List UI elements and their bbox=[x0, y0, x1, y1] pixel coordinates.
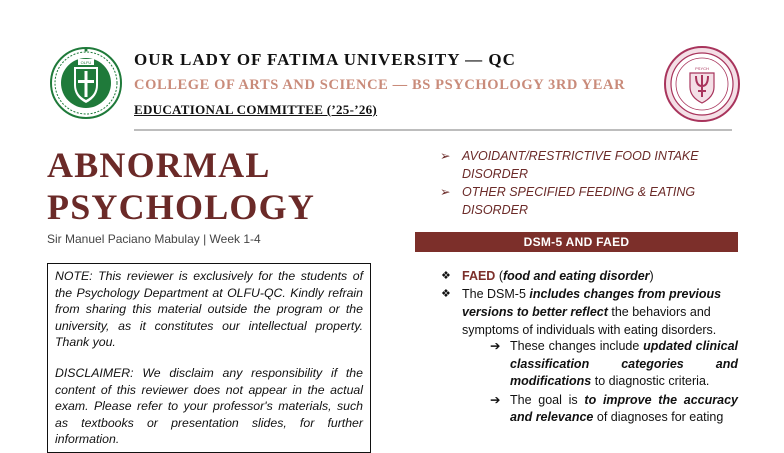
emphasis-text: includes changes from previous versions to better reflect bbox=[462, 287, 722, 319]
emphasis-text: to improve the accuracy and relevance bbox=[510, 392, 738, 425]
diamond-bullet-icon: ❖ bbox=[441, 270, 451, 282]
list-item bbox=[441, 285, 739, 339]
term-faed: FAED bbox=[462, 269, 496, 283]
list-item bbox=[440, 148, 740, 183]
committee-name: EDUCATIONAL COMMITTEE (’25-’26) bbox=[134, 102, 378, 117]
disclaimer-paragraph: DISCLAIMER: We disclaim any responsibility if the content of this reviewer does not appear in the actual exam. Please refer to your professor's materials, such as textbooks or presentation slides, for further information. bbox=[55, 365, 363, 447]
diamond-bullet-icon: ❖ bbox=[441, 288, 451, 300]
paren-close: ) bbox=[649, 269, 654, 283]
svg-text:PSYCH: PSYCH bbox=[695, 66, 709, 71]
list-item-text: AVOIDANT/RESTRICTIVE FOOD INTAKE DISORDER bbox=[462, 149, 699, 181]
disorder-list bbox=[440, 148, 740, 220]
list-item-text: OTHER SPECIFIED FEEDING & EATING DISORDER bbox=[462, 185, 696, 217]
bullet-list bbox=[441, 267, 739, 339]
text-run: to diagnostic criteria. bbox=[591, 374, 710, 389]
arrowhead-bullet-icon: ➢ bbox=[440, 149, 451, 163]
text-run: of diagnoses for eating bbox=[593, 410, 724, 425]
title-line-1: ABNORMAL bbox=[47, 145, 271, 185]
right-arrow-icon: ➔ bbox=[490, 339, 501, 353]
title-line-2: PSYCHOLOGY bbox=[47, 187, 316, 227]
right-arrow-icon: ➔ bbox=[490, 392, 501, 407]
emphasis-text: updated clinical classification categories and modifications bbox=[510, 339, 738, 389]
arrowhead-bullet-icon: ➢ bbox=[440, 185, 451, 199]
text-run: These changes include bbox=[510, 339, 644, 353]
list-item bbox=[490, 338, 738, 391]
university-name: OUR LADY OF FATIMA UNIVERSITY — QC bbox=[134, 50, 516, 69]
text-run: the behaviors and symptoms of individuals with eating disorders. bbox=[462, 305, 717, 337]
section-heading-band: DSM-5 AND FAED bbox=[415, 232, 738, 252]
term-definition: food and eating disorder bbox=[502, 269, 650, 283]
header-divider bbox=[134, 129, 732, 131]
document-title bbox=[47, 144, 315, 228]
college-name: COLLEGE OF ARTS AND SCIENCE — BS PSYCHOLOGY 3RD YEAR bbox=[134, 77, 626, 93]
list-item bbox=[490, 392, 738, 427]
sub-bullet-list bbox=[490, 338, 738, 428]
note-paragraph: NOTE: This reviewer is exclusively for the students of the Psychology Department at OLFU-QC. Kindly refrain from sharing this material outside the program or the university, as it constitutes our intellectual property. Thank you. bbox=[55, 269, 363, 350]
list-item bbox=[441, 267, 739, 285]
document-subtitle: Sir Manuel Paciano Mabulay | Week 1-4 bbox=[47, 232, 261, 246]
psychology-seal-logo bbox=[663, 45, 741, 123]
paren-open: ( bbox=[495, 269, 503, 283]
list-item bbox=[440, 184, 740, 219]
svg-text:OLFU: OLFU bbox=[80, 60, 92, 65]
text-run: The goal is bbox=[510, 392, 585, 407]
text-run: The DSM-5 bbox=[462, 287, 530, 301]
note-box bbox=[47, 263, 371, 453]
university-seal-logo bbox=[50, 47, 122, 119]
